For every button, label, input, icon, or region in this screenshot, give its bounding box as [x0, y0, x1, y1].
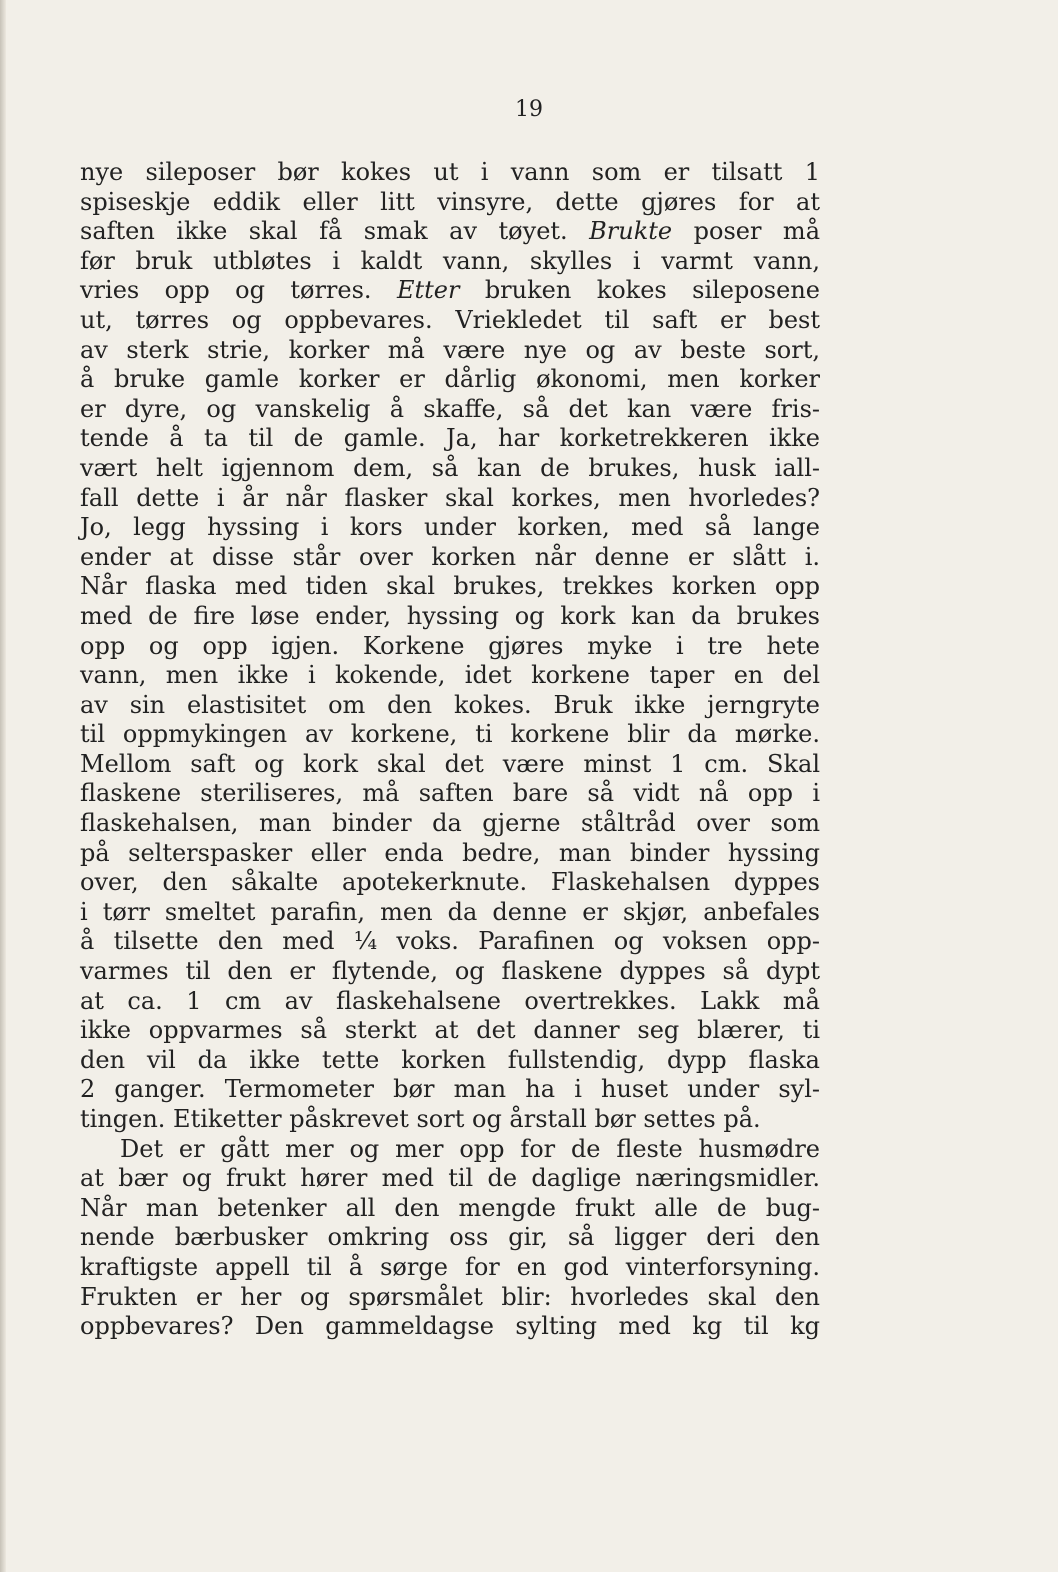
text-line: på selterspasker eller enda bedre, man binder hyssing [80, 838, 820, 867]
text-line: tingen. Etiketter påskrevet sort og årstall bør settes på. [80, 1105, 761, 1133]
text-line: er dyre, og vanskelig å skaffe, så det kan være fris- [80, 394, 820, 423]
text-line: at ca. 1 cm av flaskehalsene overtrekkes. Lakk må [80, 986, 820, 1015]
text-line: til oppmykingen av korkene, ti korkene blir da mørke. [80, 720, 820, 749]
text-line: over, den såkalte apotekerknute. Flaskehalsen dyppes [80, 868, 820, 897]
text-line: flaskehalsen, man binder da gjerne ståltråd over som [80, 809, 820, 838]
text-line: Jo, legg hyssing i kors under korken, med så lange [80, 513, 820, 542]
text-line: 2 ganger. Termometer bør man ha i huset under syl- [80, 1075, 820, 1104]
text-line: flaskene steriliseres, må saften bare så vidt nå opp i [80, 779, 820, 808]
text-line: ut, tørres og oppbevares. Vriekledet til saft er best [80, 305, 820, 334]
text-line: av sterk strie, korker må være nye og av beste sort, [80, 335, 820, 364]
text-line: ender at disse står over korken når denne er slått i. [80, 542, 820, 571]
emphasis-brukte: Brukte [589, 217, 673, 246]
text-line: kraftigste appell til å sørge for en god vinterforsyning. [80, 1252, 820, 1281]
body-text [80, 158, 820, 1342]
text-line: vært helt igjennom dem, så kan de brukes, husk iall- [80, 453, 820, 482]
text-line: oppbevares? Den gammeldagse sylting med kg til kg [80, 1312, 820, 1341]
text-line: Det er gått mer og mer opp for de fleste husmødre [120, 1134, 820, 1163]
text-line: opp og opp igjen. Korkene gjøres myke i tre hete [80, 631, 820, 660]
text-line: varmes til den er flytende, og flaskene dyppes så dypt [80, 957, 820, 986]
text-line: spiseskje eddik eller litt vinsyre, dette gjøres for at [80, 187, 820, 216]
text-line: før bruk utbløtes i kaldt vann, skylles i varmt vann, [80, 246, 820, 275]
text-line: saften ikke skal få smak av tøyet. Brukte poser må [80, 217, 820, 246]
text-line: nye sileposer bør kokes ut i vann som er tilsatt 1 [80, 158, 820, 186]
emphasis-etter: Etter [396, 276, 460, 305]
text-line: vries opp og tørres. Etter bruken kokes sileposene [80, 276, 820, 305]
text-line: å tilsette den med ¼ voks. Parafinen og voksen opp- [80, 927, 820, 956]
text-line: Når flaska med tiden skal brukes, trekkes korken opp [80, 572, 820, 601]
text-line: nende bærbusker omkring oss gir, så ligger deri den [80, 1223, 820, 1252]
text-line: Mellom saft og kork skal det være minst 1 cm. Skal [80, 749, 820, 778]
text-line: tende å ta til de gamle. Ja, har korketrekkeren ikke [80, 424, 820, 453]
page-edge-shadow [0, 0, 6, 1572]
page-number: 19 [515, 97, 543, 122]
text-line: vann, men ikke i kokende, idet korkene taper en del [80, 661, 820, 690]
text-line: fall dette i år når flasker skal korkes, men hvorledes? [80, 483, 820, 512]
text-line: i tørr smeltet parafin, men da denne er skjør, anbefales [80, 897, 820, 926]
text-line: Frukten er her og spørsmålet blir: hvorledes skal den [80, 1282, 820, 1311]
text-line: med de fire løse ender, hyssing og kork kan da brukes [80, 601, 820, 630]
text-line: at bær og frukt hører med til de daglige næringsmidler. [80, 1164, 820, 1193]
text-line: av sin elastisitet om den kokes. Bruk ikke jerngryte [80, 690, 820, 719]
text-line: den vil da ikke tette korken fullstendig, dypp flaska [80, 1045, 820, 1074]
text-line: å bruke gamle korker er dårlig økonomi, men korker [80, 365, 820, 394]
text-line: Når man betenker all den mengde frukt alle de bug- [80, 1193, 820, 1222]
text-line: ikke oppvarmes så sterkt at det danner seg blærer, ti [80, 1016, 820, 1045]
